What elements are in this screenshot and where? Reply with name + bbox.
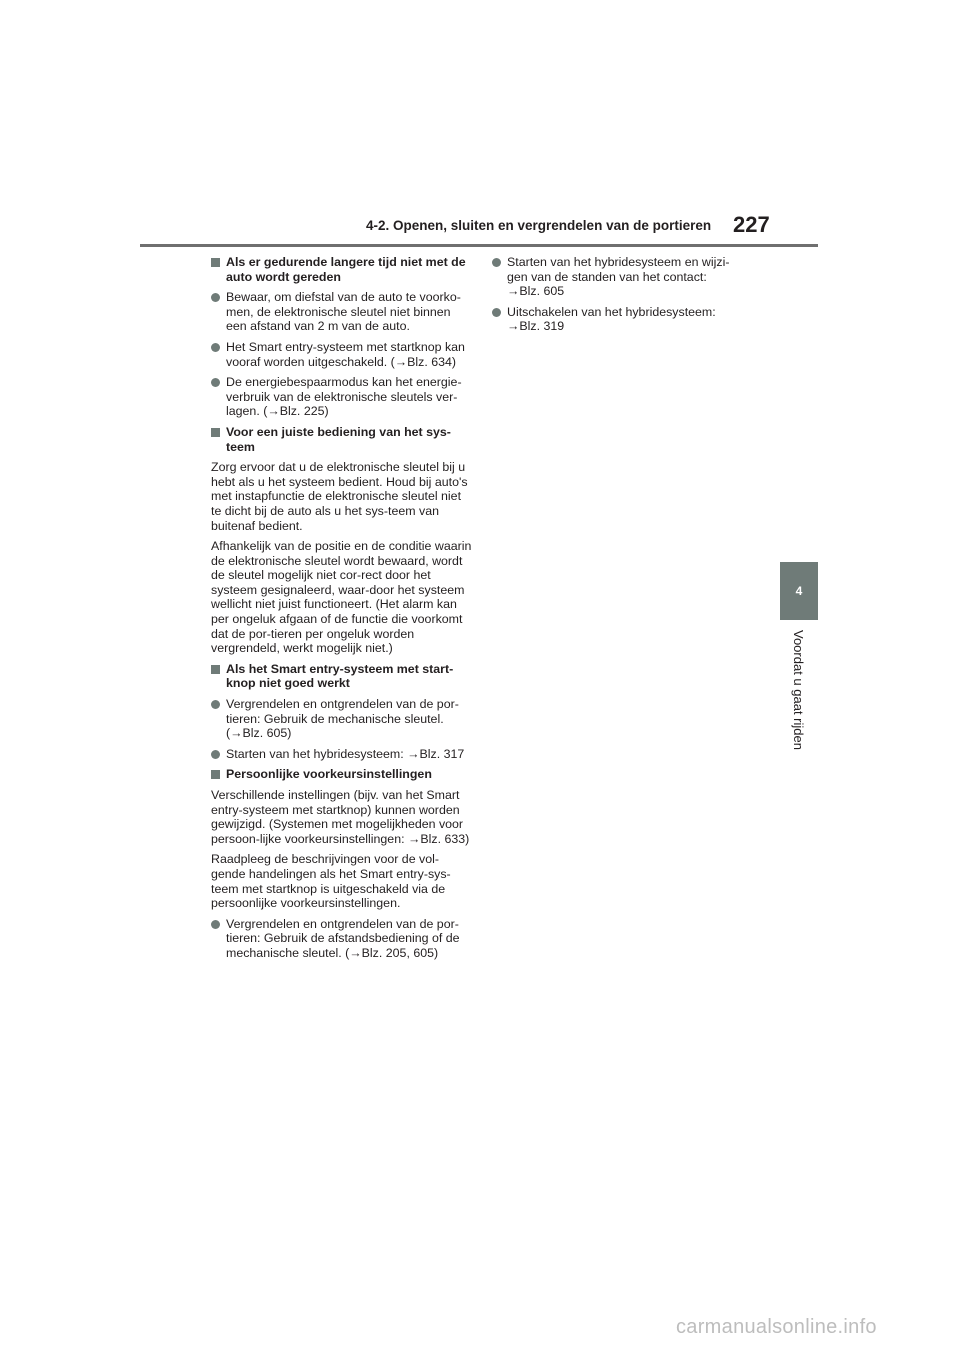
- heading-text: Als er gedurende langere tijd niet met de auto wordt gereden: [226, 255, 466, 284]
- list-item: [211, 290, 473, 334]
- list-item: [211, 917, 473, 961]
- page-number: 227: [733, 212, 770, 237]
- list-item: [211, 747, 473, 762]
- list-item: [211, 375, 473, 419]
- paragraph: Zorg ervoor dat u de elektronische sleutel bij u hebt als u het systeem bedient. Houd bij auto's met instapfunctie de elektronische sleutel niet te dicht bij de auto als u het sys-teem van buitenaf bedient.: [211, 460, 468, 533]
- section-heading: [211, 425, 473, 454]
- round-bullet-icon: [492, 258, 501, 267]
- list-item: [211, 340, 473, 369]
- list-item-text: De energiebespaarmodus kan het energie-verbruik van de elektronische sleutels ver-lagen. (→Blz. 225): [226, 375, 462, 419]
- round-bullet-icon: [211, 920, 220, 929]
- list-item: [492, 255, 742, 299]
- round-bullet-icon: [211, 343, 220, 352]
- list-item-text: Bewaar, om diefstal van de auto te voorko-men, de elektronische sleutel niet binnen een afstand van 2 m van de auto.: [226, 290, 461, 334]
- heading-text: Voor een juiste bediening van het sys-teem: [226, 424, 451, 454]
- round-bullet-icon: [211, 700, 220, 709]
- list-item-text: Vergrendelen en ontgrendelen van de por-tieren: Gebruik de mechanische sleutel. (→Blz. 605): [226, 697, 459, 741]
- square-bullet-icon: [211, 665, 220, 674]
- header-divider: [140, 244, 818, 247]
- list-item: [211, 697, 473, 741]
- watermark-link[interactable]: carmanualsonline.info: [676, 1316, 877, 1338]
- list-item-text: Starten van het hybridesysteem en wijzi-gen van de standen van het contact: →Blz. 605: [507, 255, 730, 299]
- list-item-text: Uitschakelen van het hybridesysteem: →Blz. 319: [507, 304, 716, 334]
- round-bullet-icon: [211, 378, 220, 387]
- square-bullet-icon: [211, 770, 220, 779]
- list-item-text: Vergrendelen en ontgrendelen van de por-tieren: Gebruik de afstandsbediening of de mechanische sleutel. (→Blz. 205, 605): [226, 916, 460, 960]
- section-heading: [211, 767, 473, 782]
- paragraph: Afhankelijk van de positie en de conditie waarin de elektronische sleutel wordt bewaard, wordt de sleutel mogelijk niet cor-rect door het systeem gesignaleerd, waar-door het systeem wellicht niet juist functioneert. (Het alarm kan per ongeluk afgaan of de functie die voorkomt dat de por-tieren per ongeluk worden vergrendeld, werkt mogelijk niet.): [211, 539, 472, 656]
- left-column: [211, 255, 473, 967]
- heading-text: Persoonlijke voorkeursinstellingen: [226, 767, 432, 782]
- section-heading: [211, 255, 473, 284]
- section-title: 4-2. Openen, sluiten en vergrendelen van de portieren: [366, 218, 712, 233]
- paragraph: Raadpleeg de beschrijvingen voor de vol-gende handelingen als het Smart entry-sys-teem met startknop is uitgeschakeld via de persoonlijke voorkeursinstellingen.: [211, 852, 451, 911]
- round-bullet-icon: [211, 750, 220, 759]
- round-bullet-icon: [492, 308, 501, 317]
- square-bullet-icon: [211, 258, 220, 267]
- section-heading: [211, 662, 473, 691]
- heading-text: Als het Smart entry-systeem met start-knop niet goed werkt: [226, 661, 454, 691]
- list-item-text: Het Smart entry-systeem met startknop kan vooraf worden uitgeschakeld. (→Blz. 634): [226, 339, 465, 369]
- round-bullet-icon: [211, 293, 220, 302]
- chapter-tab[interactable]: 4: [780, 562, 818, 620]
- square-bullet-icon: [211, 428, 220, 437]
- paragraph: Verschillende instellingen (bijv. van het Smart entry-systeem met startknop) kunnen worden gewijzigd. (Systemen met mogelijkheden voor persoon-lijke voorkeursinstellingen: →Blz. 633): [211, 788, 470, 846]
- list-item: [492, 305, 742, 334]
- chapter-label: Voordat u gaat rijden: [791, 630, 806, 750]
- list-item-text: Starten van het hybridesysteem: →Blz. 317: [226, 746, 465, 761]
- right-column: [492, 255, 742, 340]
